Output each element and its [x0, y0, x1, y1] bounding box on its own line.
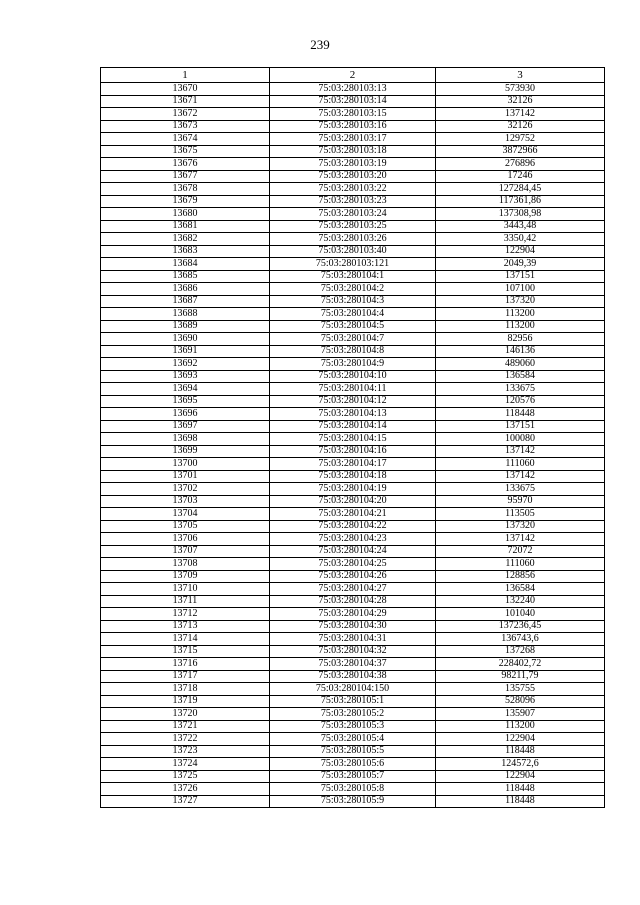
value-cell: 135907: [436, 708, 605, 721]
value-cell: 122904: [436, 770, 605, 783]
row-number-cell: 13716: [101, 658, 270, 671]
cadastral-number-cell: 75:03:280104:23: [270, 533, 436, 546]
table-header: [101, 68, 605, 83]
row-number-cell: 13722: [101, 733, 270, 746]
row-number-cell: 13721: [101, 720, 270, 733]
value-cell: 489060: [436, 358, 605, 371]
value-cell: 120576: [436, 395, 605, 408]
value-cell: 98211,79: [436, 670, 605, 683]
table-row: [101, 783, 605, 796]
table-row: [101, 570, 605, 583]
row-number-cell: 13678: [101, 183, 270, 196]
cadastral-number-cell: 75:03:280104:31: [270, 633, 436, 646]
value-cell: 137308,98: [436, 208, 605, 221]
header-row: [101, 68, 605, 83]
table-row: [101, 458, 605, 471]
value-cell: 128856: [436, 570, 605, 583]
cadastral-number-cell: 75:03:280104:15: [270, 433, 436, 446]
value-cell: 82956: [436, 333, 605, 346]
row-number-cell: 13726: [101, 783, 270, 796]
table-row: [101, 720, 605, 733]
cadastral-number-cell: 75:03:280104:12: [270, 395, 436, 408]
table-row: [101, 658, 605, 671]
table-row: [101, 595, 605, 608]
cadastral-number-cell: 75:03:280104:3: [270, 295, 436, 308]
value-cell: 136743,6: [436, 633, 605, 646]
table-row: [101, 583, 605, 596]
table-row: [101, 295, 605, 308]
table-row: [101, 520, 605, 533]
row-number-cell: 13691: [101, 345, 270, 358]
cadastral-number-cell: 75:03:280104:4: [270, 308, 436, 321]
cadastral-number-cell: 75:03:280104:38: [270, 670, 436, 683]
cadastral-number-cell: 75:03:280103:20: [270, 170, 436, 183]
cadastral-number-cell: 75:03:280104:17: [270, 458, 436, 471]
row-number-cell: 13719: [101, 695, 270, 708]
value-cell: 137142: [436, 108, 605, 121]
row-number-cell: 13681: [101, 220, 270, 233]
row-number-cell: 13679: [101, 195, 270, 208]
row-number-cell: 13670: [101, 83, 270, 96]
table-row: [101, 695, 605, 708]
cadastral-number-cell: 75:03:280104:13: [270, 408, 436, 421]
cadastral-number-cell: 75:03:280104:1: [270, 270, 436, 283]
cadastral-number-cell: 75:03:280104:25: [270, 558, 436, 571]
row-number-cell: 13696: [101, 408, 270, 421]
value-cell: 3350,42: [436, 233, 605, 246]
table-row: [101, 83, 605, 96]
value-cell: 276896: [436, 158, 605, 171]
value-cell: 118448: [436, 745, 605, 758]
row-number-cell: 13680: [101, 208, 270, 221]
row-number-cell: 13695: [101, 395, 270, 408]
cadastral-number-cell: 75:03:280104:28: [270, 595, 436, 608]
cadastral-number-cell: 75:03:280104:14: [270, 420, 436, 433]
cadastral-table: [100, 67, 605, 808]
cadastral-number-cell: 75:03:280103:23: [270, 195, 436, 208]
value-cell: 137151: [436, 420, 605, 433]
cadastral-number-cell: 75:03:280105:1: [270, 695, 436, 708]
row-number-cell: 13725: [101, 770, 270, 783]
value-cell: 129752: [436, 133, 605, 146]
cadastral-number-cell: 75:03:280104:30: [270, 620, 436, 633]
value-cell: 137320: [436, 520, 605, 533]
value-cell: 113200: [436, 320, 605, 333]
value-cell: 118448: [436, 408, 605, 421]
table-row: [101, 345, 605, 358]
row-number-cell: 13693: [101, 370, 270, 383]
table-row: [101, 408, 605, 421]
value-cell: 101040: [436, 608, 605, 621]
cadastral-number-cell: 75:03:280103:121: [270, 258, 436, 271]
value-cell: 122904: [436, 245, 605, 258]
table-row: [101, 645, 605, 658]
value-cell: 32126: [436, 95, 605, 108]
cadastral-number-cell: 75:03:280104:32: [270, 645, 436, 658]
table-row: [101, 533, 605, 546]
row-number-cell: 13677: [101, 170, 270, 183]
table-row: [101, 395, 605, 408]
cadastral-number-cell: 75:03:280103:24: [270, 208, 436, 221]
value-cell: 118448: [436, 783, 605, 796]
cadastral-number-cell: 75:03:280103:25: [270, 220, 436, 233]
cadastral-number-cell: 75:03:280103:16: [270, 120, 436, 133]
table-row: [101, 633, 605, 646]
row-number-cell: 13703: [101, 495, 270, 508]
value-cell: 137268: [436, 645, 605, 658]
table-row: [101, 483, 605, 496]
row-number-cell: 13686: [101, 283, 270, 296]
table-row: [101, 670, 605, 683]
value-cell: 132240: [436, 595, 605, 608]
table-row: [101, 233, 605, 246]
row-number-cell: 13723: [101, 745, 270, 758]
value-cell: 136584: [436, 370, 605, 383]
table-row: [101, 195, 605, 208]
cadastral-number-cell: 75:03:280104:37: [270, 658, 436, 671]
cadastral-number-cell: 75:03:280105:2: [270, 708, 436, 721]
row-number-cell: 13697: [101, 420, 270, 433]
cadastral-number-cell: 75:03:280103:26: [270, 233, 436, 246]
cadastral-number-cell: 75:03:280103:18: [270, 145, 436, 158]
value-cell: 72072: [436, 545, 605, 558]
value-cell: 137236,45: [436, 620, 605, 633]
row-number-cell: 13685: [101, 270, 270, 283]
value-cell: 573930: [436, 83, 605, 96]
row-number-cell: 13687: [101, 295, 270, 308]
cadastral-number-cell: 75:03:280103:14: [270, 95, 436, 108]
row-number-cell: 13674: [101, 133, 270, 146]
cadastral-number-cell: 75:03:280104:24: [270, 545, 436, 558]
cadastral-number-cell: 75:03:280103:40: [270, 245, 436, 258]
value-cell: 133675: [436, 483, 605, 496]
table-row: [101, 258, 605, 271]
table-row: [101, 770, 605, 783]
row-number-cell: 13709: [101, 570, 270, 583]
table-row: [101, 620, 605, 633]
table-row: [101, 745, 605, 758]
table-row: [101, 320, 605, 333]
row-number-cell: 13682: [101, 233, 270, 246]
cadastral-number-cell: 75:03:280104:19: [270, 483, 436, 496]
row-number-cell: 13701: [101, 470, 270, 483]
row-number-cell: 13684: [101, 258, 270, 271]
value-cell: 100080: [436, 433, 605, 446]
cadastral-number-cell: 75:03:280105:5: [270, 745, 436, 758]
row-number-cell: 13715: [101, 645, 270, 658]
table-row: [101, 270, 605, 283]
row-number-cell: 13676: [101, 158, 270, 171]
cadastral-number-cell: 75:03:280103:15: [270, 108, 436, 121]
column-header-2: 2: [270, 68, 436, 83]
value-cell: 2049,39: [436, 258, 605, 271]
table-row: [101, 558, 605, 571]
table-row: [101, 758, 605, 771]
cadastral-number-cell: 75:03:280104:2: [270, 283, 436, 296]
cadastral-number-cell: 75:03:280104:150: [270, 683, 436, 696]
value-cell: 113200: [436, 720, 605, 733]
cadastral-number-cell: 75:03:280104:29: [270, 608, 436, 621]
table-row: [101, 245, 605, 258]
row-number-cell: 13675: [101, 145, 270, 158]
table-body: [101, 83, 605, 808]
table-row: [101, 708, 605, 721]
value-cell: 528096: [436, 695, 605, 708]
table-row: [101, 158, 605, 171]
page-number: 239: [310, 37, 330, 52]
row-number-cell: 13671: [101, 95, 270, 108]
table-row: [101, 283, 605, 296]
table-row: [101, 433, 605, 446]
value-cell: 117361,86: [436, 195, 605, 208]
table-row: [101, 508, 605, 521]
table-row: [101, 308, 605, 321]
row-number-cell: 13720: [101, 708, 270, 721]
table-row: [101, 795, 605, 808]
table-row: [101, 333, 605, 346]
table-row: [101, 608, 605, 621]
table-row: [101, 145, 605, 158]
row-number-cell: 13724: [101, 758, 270, 771]
cadastral-number-cell: 75:03:280104:11: [270, 383, 436, 396]
row-number-cell: 13692: [101, 358, 270, 371]
table-row: [101, 358, 605, 371]
value-cell: 137151: [436, 270, 605, 283]
table-row: [101, 220, 605, 233]
column-header-3: 3: [436, 68, 605, 83]
cadastral-number-cell: 75:03:280104:9: [270, 358, 436, 371]
cadastral-number-cell: 75:03:280103:17: [270, 133, 436, 146]
row-number-cell: 13704: [101, 508, 270, 521]
table-row: [101, 545, 605, 558]
table-row: [101, 183, 605, 196]
value-cell: 135755: [436, 683, 605, 696]
table-row: [101, 445, 605, 458]
value-cell: 137142: [436, 533, 605, 546]
row-number-cell: 13708: [101, 558, 270, 571]
cadastral-number-cell: 75:03:280105:6: [270, 758, 436, 771]
value-cell: 111060: [436, 558, 605, 571]
cadastral-number-cell: 75:03:280104:21: [270, 508, 436, 521]
row-number-cell: 13698: [101, 433, 270, 446]
cadastral-number-cell: 75:03:280104:8: [270, 345, 436, 358]
cadastral-number-cell: 75:03:280103:13: [270, 83, 436, 96]
table-row: [101, 683, 605, 696]
value-cell: 95970: [436, 495, 605, 508]
table-row: [101, 170, 605, 183]
cadastral-number-cell: 75:03:280105:7: [270, 770, 436, 783]
table-row: [101, 733, 605, 746]
value-cell: 137320: [436, 295, 605, 308]
row-number-cell: 13688: [101, 308, 270, 321]
table-row: [101, 95, 605, 108]
value-cell: 127284,45: [436, 183, 605, 196]
value-cell: 118448: [436, 795, 605, 808]
row-number-cell: 13689: [101, 320, 270, 333]
value-cell: 136584: [436, 583, 605, 596]
row-number-cell: 13713: [101, 620, 270, 633]
value-cell: 3443,48: [436, 220, 605, 233]
cadastral-number-cell: 75:03:280104:27: [270, 583, 436, 596]
value-cell: 137142: [436, 470, 605, 483]
row-number-cell: 13707: [101, 545, 270, 558]
cadastral-number-cell: 75:03:280104:20: [270, 495, 436, 508]
cadastral-number-cell: 75:03:280104:16: [270, 445, 436, 458]
value-cell: 137142: [436, 445, 605, 458]
row-number-cell: 13699: [101, 445, 270, 458]
row-number-cell: 13714: [101, 633, 270, 646]
value-cell: 146136: [436, 345, 605, 358]
cadastral-number-cell: 75:03:280105:9: [270, 795, 436, 808]
value-cell: 228402,72: [436, 658, 605, 671]
row-number-cell: 13702: [101, 483, 270, 496]
cadastral-number-cell: 75:03:280105:8: [270, 783, 436, 796]
row-number-cell: 13694: [101, 383, 270, 396]
value-cell: 122904: [436, 733, 605, 746]
value-cell: 113200: [436, 308, 605, 321]
row-number-cell: 13700: [101, 458, 270, 471]
table-row: [101, 208, 605, 221]
row-number-cell: 13673: [101, 120, 270, 133]
table-row: [101, 470, 605, 483]
cadastral-number-cell: 75:03:280104:10: [270, 370, 436, 383]
cadastral-number-cell: 75:03:280104:22: [270, 520, 436, 533]
row-number-cell: 13712: [101, 608, 270, 621]
row-number-cell: 13711: [101, 595, 270, 608]
value-cell: 111060: [436, 458, 605, 471]
table-row: [101, 120, 605, 133]
value-cell: 124572,6: [436, 758, 605, 771]
cadastral-number-cell: 75:03:280103:22: [270, 183, 436, 196]
table-row: [101, 370, 605, 383]
value-cell: 3872966: [436, 145, 605, 158]
row-number-cell: 13706: [101, 533, 270, 546]
cadastral-number-cell: 75:03:280104:5: [270, 320, 436, 333]
cadastral-number-cell: 75:03:280103:19: [270, 158, 436, 171]
row-number-cell: 13672: [101, 108, 270, 121]
row-number-cell: 13690: [101, 333, 270, 346]
value-cell: 133675: [436, 383, 605, 396]
table-row: [101, 383, 605, 396]
cadastral-number-cell: 75:03:280104:7: [270, 333, 436, 346]
row-number-cell: 13717: [101, 670, 270, 683]
value-cell: 17246: [436, 170, 605, 183]
table-row: [101, 420, 605, 433]
table-row: [101, 133, 605, 146]
cadastral-number-cell: 75:03:280104:26: [270, 570, 436, 583]
cadastral-number-cell: 75:03:280104:18: [270, 470, 436, 483]
cadastral-number-cell: 75:03:280105:4: [270, 733, 436, 746]
row-number-cell: 13727: [101, 795, 270, 808]
table-row: [101, 108, 605, 121]
value-cell: 32126: [436, 120, 605, 133]
row-number-cell: 13710: [101, 583, 270, 596]
row-number-cell: 13705: [101, 520, 270, 533]
value-cell: 107100: [436, 283, 605, 296]
value-cell: 113505: [436, 508, 605, 521]
cadastral-number-cell: 75:03:280105:3: [270, 720, 436, 733]
column-header-1: 1: [101, 68, 270, 83]
table-row: [101, 495, 605, 508]
row-number-cell: 13718: [101, 683, 270, 696]
row-number-cell: 13683: [101, 245, 270, 258]
